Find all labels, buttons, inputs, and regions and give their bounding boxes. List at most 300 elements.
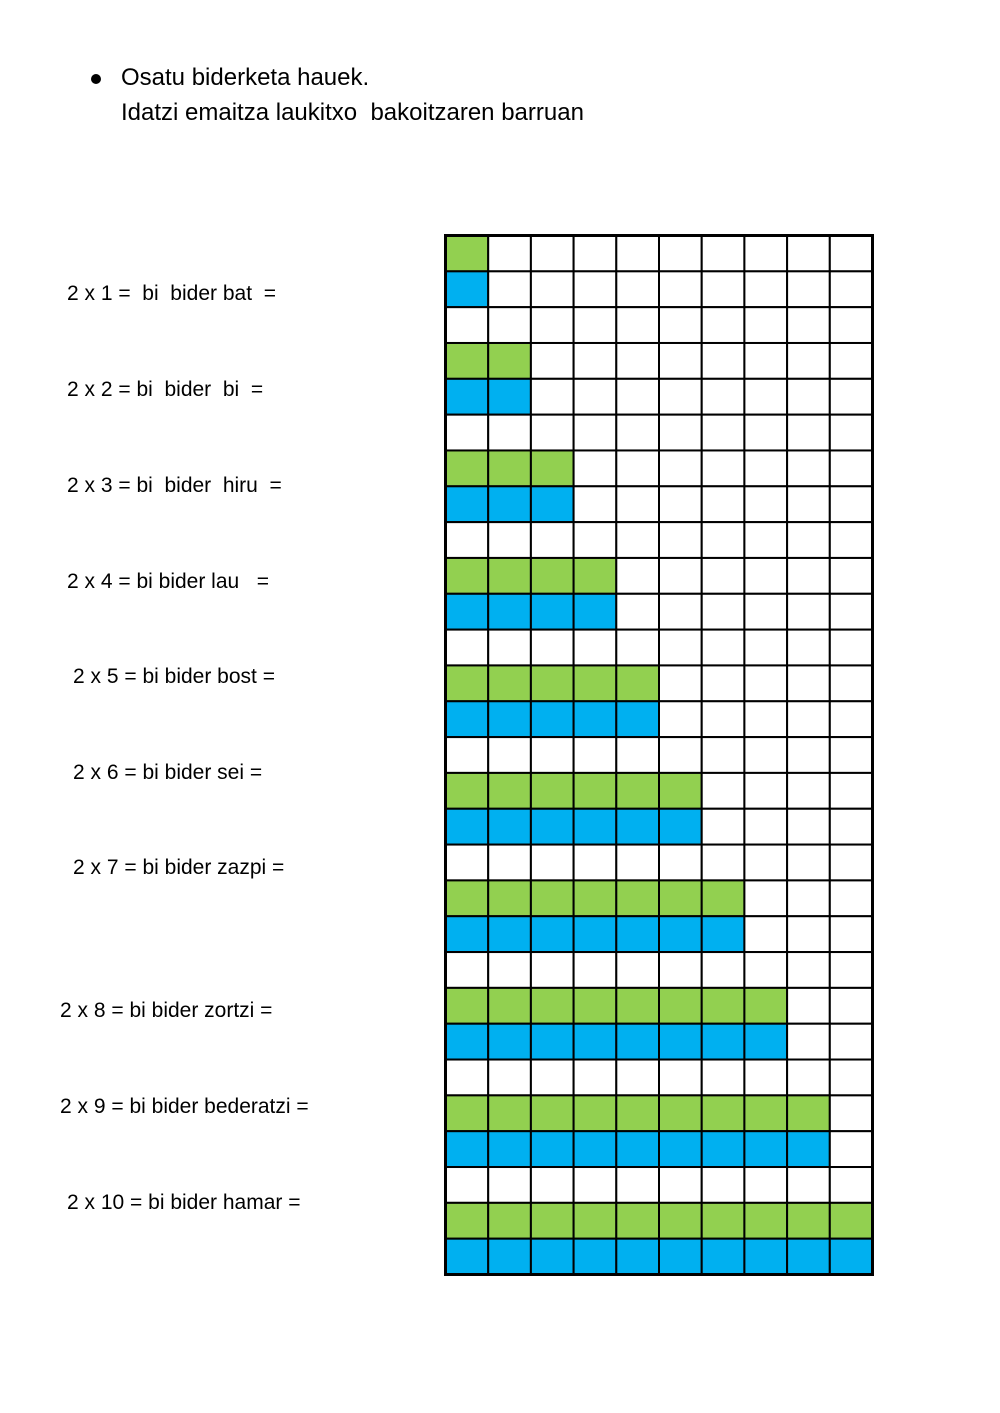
- grid-cell-r3-c4[interactable]: [574, 307, 617, 343]
- grid-cell-r15-c6[interactable]: [659, 737, 702, 773]
- grid-cell-r23-c9[interactable]: [787, 1024, 830, 1060]
- grid-cell-r2-c7[interactable]: [702, 271, 745, 307]
- grid-cell-r14-c7[interactable]: [702, 701, 745, 737]
- grid-cell-r8-c7[interactable]: [702, 486, 745, 522]
- grid-cell-r9-c3[interactable]: [531, 522, 574, 558]
- grid-cell-r14-c4[interactable]: [574, 701, 617, 737]
- grid-cell-r15-c9[interactable]: [787, 737, 830, 773]
- grid-cell-r25-c3[interactable]: [531, 1095, 574, 1131]
- grid-cell-r16-c7[interactable]: [702, 773, 745, 809]
- grid-cell-r15-c4[interactable]: [574, 737, 617, 773]
- grid-cell-r3-c7[interactable]: [702, 307, 745, 343]
- grid-cell-r9-c6[interactable]: [659, 522, 702, 558]
- grid-cell-r13-c4[interactable]: [574, 665, 617, 701]
- equation-2x10: 2 x 10 = bi bider hamar =: [67, 1191, 301, 1214]
- grid-cell-r3-c2[interactable]: [488, 307, 531, 343]
- grid-cell-r22-c5[interactable]: [616, 988, 659, 1024]
- grid-cell-r21-c3[interactable]: [531, 952, 574, 988]
- grid-cell-r29-c9[interactable]: [787, 1239, 830, 1275]
- grid-cell-r25-c5[interactable]: [616, 1095, 659, 1131]
- grid-cell-r26-c10[interactable]: [830, 1131, 873, 1167]
- grid-cell-r22-c2[interactable]: [488, 988, 531, 1024]
- grid-cell-r19-c2[interactable]: [488, 880, 531, 916]
- grid-cell-r28-c2[interactable]: [488, 1203, 531, 1239]
- grid-cell-r2-c9[interactable]: [787, 271, 830, 307]
- grid-cell-r6-c9[interactable]: [787, 415, 830, 451]
- grid-cell-r8-c8[interactable]: [744, 486, 787, 522]
- grid-cell-r17-c1[interactable]: [446, 809, 489, 845]
- grid-cell-r24-c10[interactable]: [830, 1060, 873, 1096]
- grid-cell-r8-c2[interactable]: [488, 486, 531, 522]
- grid-cell-r19-c5[interactable]: [616, 880, 659, 916]
- multiplication-grid: [444, 234, 874, 1276]
- grid-cell-r11-c10[interactable]: [830, 594, 873, 630]
- grid-cell-r28-c8[interactable]: [744, 1203, 787, 1239]
- grid-cell-r5-c5[interactable]: [616, 379, 659, 415]
- grid-cell-r2-c10[interactable]: [830, 271, 873, 307]
- grid-cell-r21-c10[interactable]: [830, 952, 873, 988]
- grid-cell-r11-c9[interactable]: [787, 594, 830, 630]
- grid-cell-r3-c5[interactable]: [616, 307, 659, 343]
- grid-cell-r22-c7[interactable]: [702, 988, 745, 1024]
- grid-cell-r29-c8[interactable]: [744, 1239, 787, 1275]
- grid-cell-r19-c1[interactable]: [446, 880, 489, 916]
- grid-cell-r22-c6[interactable]: [659, 988, 702, 1024]
- grid-cell-r22-c10[interactable]: [830, 988, 873, 1024]
- grid-cell-r28-c10[interactable]: [830, 1203, 873, 1239]
- grid-cell-r12-c1[interactable]: [446, 630, 489, 666]
- grid-cell-r2-c5[interactable]: [616, 271, 659, 307]
- grid-cell-r29-c6[interactable]: [659, 1239, 702, 1275]
- grid-cell-r18-c3[interactable]: [531, 845, 574, 881]
- grid-cell-r4-c10[interactable]: [830, 343, 873, 379]
- grid-cell-r11-c5[interactable]: [616, 594, 659, 630]
- grid-cell-r5-c3[interactable]: [531, 379, 574, 415]
- grid-cell-r14-c3[interactable]: [531, 701, 574, 737]
- grid-cell-r19-c10[interactable]: [830, 880, 873, 916]
- grid-cell-r15-c5[interactable]: [616, 737, 659, 773]
- grid-cell-r12-c7[interactable]: [702, 630, 745, 666]
- grid-cell-r3-c8[interactable]: [744, 307, 787, 343]
- grid-cell-r29-c3[interactable]: [531, 1239, 574, 1275]
- grid-cell-r8-c6[interactable]: [659, 486, 702, 522]
- grid-cell-r20-c4[interactable]: [574, 916, 617, 952]
- grid-cell-r1-c3[interactable]: [531, 236, 574, 272]
- grid-cell-r29-c10[interactable]: [830, 1239, 873, 1275]
- grid-cell-r12-c2[interactable]: [488, 630, 531, 666]
- grid-cell-r4-c3[interactable]: [531, 343, 574, 379]
- grid-cell-r6-c6[interactable]: [659, 415, 702, 451]
- grid-cell-r1-c6[interactable]: [659, 236, 702, 272]
- grid-cell-r28-c3[interactable]: [531, 1203, 574, 1239]
- grid-cell-r28-c6[interactable]: [659, 1203, 702, 1239]
- grid-cell-r29-c1[interactable]: [446, 1239, 489, 1275]
- grid-cell-r5-c6[interactable]: [659, 379, 702, 415]
- grid-cell-r20-c2[interactable]: [488, 916, 531, 952]
- grid-cell-r20-c1[interactable]: [446, 916, 489, 952]
- grid-cell-r10-c6[interactable]: [659, 558, 702, 594]
- grid-cell-r19-c7[interactable]: [702, 880, 745, 916]
- grid-cell-r18-c4[interactable]: [574, 845, 617, 881]
- grid-cell-r13-c2[interactable]: [488, 665, 531, 701]
- equation-2x3: 2 x 3 = bi bider hiru =: [67, 474, 282, 497]
- grid-cell-r17-c6[interactable]: [659, 809, 702, 845]
- grid-cell-r22-c8[interactable]: [744, 988, 787, 1024]
- grid-cell-r12-c8[interactable]: [744, 630, 787, 666]
- grid-cell-r2-c3[interactable]: [531, 271, 574, 307]
- grid-cell-r8-c10[interactable]: [830, 486, 873, 522]
- grid-cell-r25-c2[interactable]: [488, 1095, 531, 1131]
- grid-cell-r29-c4[interactable]: [574, 1239, 617, 1275]
- grid-cell-r5-c9[interactable]: [787, 379, 830, 415]
- grid-cell-r9-c1[interactable]: [446, 522, 489, 558]
- grid-cell-r21-c6[interactable]: [659, 952, 702, 988]
- grid-cell-r13-c8[interactable]: [744, 665, 787, 701]
- grid-cell-r7-c4[interactable]: [574, 450, 617, 486]
- grid-cell-r5-c7[interactable]: [702, 379, 745, 415]
- grid-cell-r22-c1[interactable]: [446, 988, 489, 1024]
- grid-cell-r11-c2[interactable]: [488, 594, 531, 630]
- grid-cell-r25-c6[interactable]: [659, 1095, 702, 1131]
- grid-cell-r4-c9[interactable]: [787, 343, 830, 379]
- grid-cell-r5-c1[interactable]: [446, 379, 489, 415]
- grid-cell-r14-c5[interactable]: [616, 701, 659, 737]
- grid-cell-r25-c1[interactable]: [446, 1095, 489, 1131]
- grid-cell-r4-c8[interactable]: [744, 343, 787, 379]
- grid-cell-r18-c6[interactable]: [659, 845, 702, 881]
- grid-cell-r16-c6[interactable]: [659, 773, 702, 809]
- grid-cell-r7-c6[interactable]: [659, 450, 702, 486]
- grid-cell-r6-c1[interactable]: [446, 415, 489, 451]
- grid-cell-r12-c9[interactable]: [787, 630, 830, 666]
- grid-cell-r20-c8[interactable]: [744, 916, 787, 952]
- grid-cell-r6-c5[interactable]: [616, 415, 659, 451]
- grid-cell-r4-c1[interactable]: [446, 343, 489, 379]
- grid-cell-r21-c8[interactable]: [744, 952, 787, 988]
- grid-cell-r1-c9[interactable]: [787, 236, 830, 272]
- grid-cell-r20-c9[interactable]: [787, 916, 830, 952]
- grid-cell-r13-c3[interactable]: [531, 665, 574, 701]
- grid-cell-r3-c6[interactable]: [659, 307, 702, 343]
- grid-cell-r27-c1[interactable]: [446, 1167, 489, 1203]
- grid-cell-r17-c3[interactable]: [531, 809, 574, 845]
- grid-cell-r26-c5[interactable]: [616, 1131, 659, 1167]
- equation-2x7: 2 x 7 = bi bider zazpi =: [73, 856, 285, 879]
- grid-cell-r10-c2[interactable]: [488, 558, 531, 594]
- grid-cell-r26-c9[interactable]: [787, 1131, 830, 1167]
- grid-cell-r17-c7[interactable]: [702, 809, 745, 845]
- grid-cell-r16-c5[interactable]: [616, 773, 659, 809]
- grid-cell-r11-c3[interactable]: [531, 594, 574, 630]
- grid-cell-r17-c4[interactable]: [574, 809, 617, 845]
- grid-cell-r5-c2[interactable]: [488, 379, 531, 415]
- grid-cell-r5-c4[interactable]: [574, 379, 617, 415]
- grid-cell-r19-c9[interactable]: [787, 880, 830, 916]
- grid-cell-r12-c3[interactable]: [531, 630, 574, 666]
- grid-cell-r19-c6[interactable]: [659, 880, 702, 916]
- grid-cell-r28-c9[interactable]: [787, 1203, 830, 1239]
- grid-cell-r22-c4[interactable]: [574, 988, 617, 1024]
- grid-cell-r4-c5[interactable]: [616, 343, 659, 379]
- grid-cell-r23-c10[interactable]: [830, 1024, 873, 1060]
- grid-cell-r16-c8[interactable]: [744, 773, 787, 809]
- equation-2x5: 2 x 5 = bi bider bost =: [73, 665, 275, 688]
- grid-cell-r7-c3[interactable]: [531, 450, 574, 486]
- grid-cell-r9-c8[interactable]: [744, 522, 787, 558]
- grid-cell-r9-c10[interactable]: [830, 522, 873, 558]
- grid-cell-r23-c8[interactable]: [744, 1024, 787, 1060]
- grid-cell-r7-c8[interactable]: [744, 450, 787, 486]
- grid-cell-r15-c7[interactable]: [702, 737, 745, 773]
- grid-cell-r24-c5[interactable]: [616, 1060, 659, 1096]
- grid-cell-r27-c2[interactable]: [488, 1167, 531, 1203]
- grid-cell-r26-c3[interactable]: [531, 1131, 574, 1167]
- grid-cell-r3-c3[interactable]: [531, 307, 574, 343]
- grid-cell-r25-c7[interactable]: [702, 1095, 745, 1131]
- grid-cell-r20-c10[interactable]: [830, 916, 873, 952]
- grid-cell-r7-c1[interactable]: [446, 450, 489, 486]
- grid-cell-r13-c9[interactable]: [787, 665, 830, 701]
- grid-cell-r27-c5[interactable]: [616, 1167, 659, 1203]
- grid-cell-r12-c6[interactable]: [659, 630, 702, 666]
- grid-cell-r11-c4[interactable]: [574, 594, 617, 630]
- grid-cell-r23-c1[interactable]: [446, 1024, 489, 1060]
- grid-cell-r1-c1[interactable]: [446, 236, 489, 272]
- grid-cell-r27-c8[interactable]: [744, 1167, 787, 1203]
- grid-cell-r10-c7[interactable]: [702, 558, 745, 594]
- grid-cell-r21-c9[interactable]: [787, 952, 830, 988]
- grid-cell-r8-c9[interactable]: [787, 486, 830, 522]
- grid-cell-r7-c7[interactable]: [702, 450, 745, 486]
- grid-cell-r9-c9[interactable]: [787, 522, 830, 558]
- grid-cell-r17-c10[interactable]: [830, 809, 873, 845]
- grid-cell-r24-c4[interactable]: [574, 1060, 617, 1096]
- grid-cell-r18-c8[interactable]: [744, 845, 787, 881]
- grid-cell-r27-c3[interactable]: [531, 1167, 574, 1203]
- grid-cell-r10-c5[interactable]: [616, 558, 659, 594]
- grid-cell-r13-c10[interactable]: [830, 665, 873, 701]
- grid-cell-r26-c6[interactable]: [659, 1131, 702, 1167]
- grid-cell-r16-c10[interactable]: [830, 773, 873, 809]
- grid-cell-r11-c1[interactable]: [446, 594, 489, 630]
- grid-cell-r14-c9[interactable]: [787, 701, 830, 737]
- grid-cell-r5-c8[interactable]: [744, 379, 787, 415]
- grid-cell-r27-c7[interactable]: [702, 1167, 745, 1203]
- grid-cell-r26-c1[interactable]: [446, 1131, 489, 1167]
- grid-cell-r6-c10[interactable]: [830, 415, 873, 451]
- grid-cell-r12-c4[interactable]: [574, 630, 617, 666]
- grid-cell-r6-c3[interactable]: [531, 415, 574, 451]
- grid-cell-r26-c7[interactable]: [702, 1131, 745, 1167]
- grid-cell-r24-c3[interactable]: [531, 1060, 574, 1096]
- grid-cell-r2-c2[interactable]: [488, 271, 531, 307]
- grid-cell-r14-c2[interactable]: [488, 701, 531, 737]
- grid-cell-r9-c5[interactable]: [616, 522, 659, 558]
- grid-cell-r25-c10[interactable]: [830, 1095, 873, 1131]
- grid-cell-r25-c4[interactable]: [574, 1095, 617, 1131]
- grid-cell-r29-c5[interactable]: [616, 1239, 659, 1275]
- grid-cell-r28-c1[interactable]: [446, 1203, 489, 1239]
- grid-cell-r14-c10[interactable]: [830, 701, 873, 737]
- grid-cell-r27-c4[interactable]: [574, 1167, 617, 1203]
- grid-cell-r7-c9[interactable]: [787, 450, 830, 486]
- grid-cell-r18-c10[interactable]: [830, 845, 873, 881]
- grid-cell-r8-c5[interactable]: [616, 486, 659, 522]
- grid-cell-r1-c4[interactable]: [574, 236, 617, 272]
- grid-cell-r9-c2[interactable]: [488, 522, 531, 558]
- grid-cell-r8-c4[interactable]: [574, 486, 617, 522]
- grid-cell-r11-c8[interactable]: [744, 594, 787, 630]
- grid-cell-r3-c1[interactable]: [446, 307, 489, 343]
- grid-cell-r22-c9[interactable]: [787, 988, 830, 1024]
- grid-cell-r12-c5[interactable]: [616, 630, 659, 666]
- grid-cell-r15-c1[interactable]: [446, 737, 489, 773]
- grid-cell-r2-c1[interactable]: [446, 271, 489, 307]
- grid-cell-r18-c5[interactable]: [616, 845, 659, 881]
- grid-cell-r1-c2[interactable]: [488, 236, 531, 272]
- grid-cell-r6-c8[interactable]: [744, 415, 787, 451]
- grid-cell-r26-c2[interactable]: [488, 1131, 531, 1167]
- grid-cell-r20-c3[interactable]: [531, 916, 574, 952]
- grid-cell-r14-c1[interactable]: [446, 701, 489, 737]
- grid-cell-r17-c8[interactable]: [744, 809, 787, 845]
- grid-cell-r24-c7[interactable]: [702, 1060, 745, 1096]
- grid-cell-r21-c1[interactable]: [446, 952, 489, 988]
- grid-cell-r6-c4[interactable]: [574, 415, 617, 451]
- grid-cell-r1-c7[interactable]: [702, 236, 745, 272]
- grid-cell-r26-c8[interactable]: [744, 1131, 787, 1167]
- equation-2x1: 2 x 1 = bi bider bat =: [67, 282, 276, 305]
- grid-cell-r3-c9[interactable]: [787, 307, 830, 343]
- grid-cell-r28-c7[interactable]: [702, 1203, 745, 1239]
- grid-cell-r18-c1[interactable]: [446, 845, 489, 881]
- grid-cell-r27-c10[interactable]: [830, 1167, 873, 1203]
- grid-cell-r16-c9[interactable]: [787, 773, 830, 809]
- grid-cell-r2-c4[interactable]: [574, 271, 617, 307]
- grid-cell-r13-c5[interactable]: [616, 665, 659, 701]
- grid-cell-r14-c8[interactable]: [744, 701, 787, 737]
- grid-cell-r23-c6[interactable]: [659, 1024, 702, 1060]
- grid-cell-r17-c2[interactable]: [488, 809, 531, 845]
- grid-cell-r18-c9[interactable]: [787, 845, 830, 881]
- grid-cell-r24-c1[interactable]: [446, 1060, 489, 1096]
- grid-cell-r26-c4[interactable]: [574, 1131, 617, 1167]
- grid-cell-r16-c1[interactable]: [446, 773, 489, 809]
- grid-cell-r20-c6[interactable]: [659, 916, 702, 952]
- grid-cell-r9-c4[interactable]: [574, 522, 617, 558]
- grid-cell-r1-c8[interactable]: [744, 236, 787, 272]
- grid-cell-r21-c5[interactable]: [616, 952, 659, 988]
- grid-cell-r3-c10[interactable]: [830, 307, 873, 343]
- grid-cell-r21-c4[interactable]: [574, 952, 617, 988]
- grid-cell-r24-c6[interactable]: [659, 1060, 702, 1096]
- grid-cell-r17-c9[interactable]: [787, 809, 830, 845]
- grid-cell-r27-c6[interactable]: [659, 1167, 702, 1203]
- grid-cell-r5-c10[interactable]: [830, 379, 873, 415]
- instruction-line-1: Osatu biderketa hauek.: [121, 64, 370, 91]
- grid-cell-r16-c3[interactable]: [531, 773, 574, 809]
- grid-cell-r24-c8[interactable]: [744, 1060, 787, 1096]
- grid-cell-r23-c3[interactable]: [531, 1024, 574, 1060]
- grid-cell-r16-c4[interactable]: [574, 773, 617, 809]
- grid-cell-r25-c9[interactable]: [787, 1095, 830, 1131]
- grid-cell-r8-c3[interactable]: [531, 486, 574, 522]
- grid-cell-r29-c7[interactable]: [702, 1239, 745, 1275]
- grid-cell-r17-c5[interactable]: [616, 809, 659, 845]
- grid-cell-r18-c2[interactable]: [488, 845, 531, 881]
- grid-cell-r7-c2[interactable]: [488, 450, 531, 486]
- grid-cell-r4-c2[interactable]: [488, 343, 531, 379]
- grid-cell-r9-c7[interactable]: [702, 522, 745, 558]
- grid-cell-r4-c6[interactable]: [659, 343, 702, 379]
- grid-cell-r15-c10[interactable]: [830, 737, 873, 773]
- grid-cell-r4-c7[interactable]: [702, 343, 745, 379]
- grid-cell-r15-c8[interactable]: [744, 737, 787, 773]
- grid-cell-r13-c1[interactable]: [446, 665, 489, 701]
- grid-cell-r21-c2[interactable]: [488, 952, 531, 988]
- grid-cell-r10-c10[interactable]: [830, 558, 873, 594]
- grid-cell-r20-c5[interactable]: [616, 916, 659, 952]
- grid-cell-r1-c10[interactable]: [830, 236, 873, 272]
- grid-cell-r15-c3[interactable]: [531, 737, 574, 773]
- grid-cell-r10-c9[interactable]: [787, 558, 830, 594]
- grid-cell-r20-c7[interactable]: [702, 916, 745, 952]
- grid-cell-r16-c2[interactable]: [488, 773, 531, 809]
- grid-cell-r13-c7[interactable]: [702, 665, 745, 701]
- grid-cell-r23-c4[interactable]: [574, 1024, 617, 1060]
- grid-cell-r21-c7[interactable]: [702, 952, 745, 988]
- grid-cell-r8-c1[interactable]: [446, 486, 489, 522]
- grid-cell-r11-c6[interactable]: [659, 594, 702, 630]
- grid-cell-r2-c6[interactable]: [659, 271, 702, 307]
- grid-cell-r2-c8[interactable]: [744, 271, 787, 307]
- grid-cell-r6-c2[interactable]: [488, 415, 531, 451]
- grid-cell-r7-c5[interactable]: [616, 450, 659, 486]
- grid-cell-r27-c9[interactable]: [787, 1167, 830, 1203]
- grid-cell-r6-c7[interactable]: [702, 415, 745, 451]
- grid-cell-r14-c6[interactable]: [659, 701, 702, 737]
- grid-cell-r23-c2[interactable]: [488, 1024, 531, 1060]
- grid-cell-r7-c10[interactable]: [830, 450, 873, 486]
- grid-cell-r28-c5[interactable]: [616, 1203, 659, 1239]
- grid-cell-r18-c7[interactable]: [702, 845, 745, 881]
- grid-cell-r4-c4[interactable]: [574, 343, 617, 379]
- grid-cell-r25-c8[interactable]: [744, 1095, 787, 1131]
- equation-2x9: 2 x 9 = bi bider bederatzi =: [60, 1095, 309, 1118]
- grid-cell-r24-c2[interactable]: [488, 1060, 531, 1096]
- grid-cell-r24-c9[interactable]: [787, 1060, 830, 1096]
- grid-cell-r13-c6[interactable]: [659, 665, 702, 701]
- grid-cell-r10-c8[interactable]: [744, 558, 787, 594]
- grid-cell-r10-c1[interactable]: [446, 558, 489, 594]
- grid-cell-r10-c4[interactable]: [574, 558, 617, 594]
- grid-cell-r22-c3[interactable]: [531, 988, 574, 1024]
- grid-cell-r29-c2[interactable]: [488, 1239, 531, 1275]
- grid-cell-r19-c4[interactable]: [574, 880, 617, 916]
- grid-cell-r1-c5[interactable]: [616, 236, 659, 272]
- grid-cell-r12-c10[interactable]: [830, 630, 873, 666]
- equation-2x6: 2 x 6 = bi bider sei =: [73, 761, 263, 784]
- grid-cell-r15-c2[interactable]: [488, 737, 531, 773]
- grid-cell-r11-c7[interactable]: [702, 594, 745, 630]
- grid-cell-r28-c4[interactable]: [574, 1203, 617, 1239]
- grid-cell-r19-c3[interactable]: [531, 880, 574, 916]
- grid-cell-r23-c5[interactable]: [616, 1024, 659, 1060]
- grid-cell-r23-c7[interactable]: [702, 1024, 745, 1060]
- grid-cell-r10-c3[interactable]: [531, 558, 574, 594]
- instructions: [0, 0, 1000, 140]
- grid-cell-r19-c8[interactable]: [744, 880, 787, 916]
